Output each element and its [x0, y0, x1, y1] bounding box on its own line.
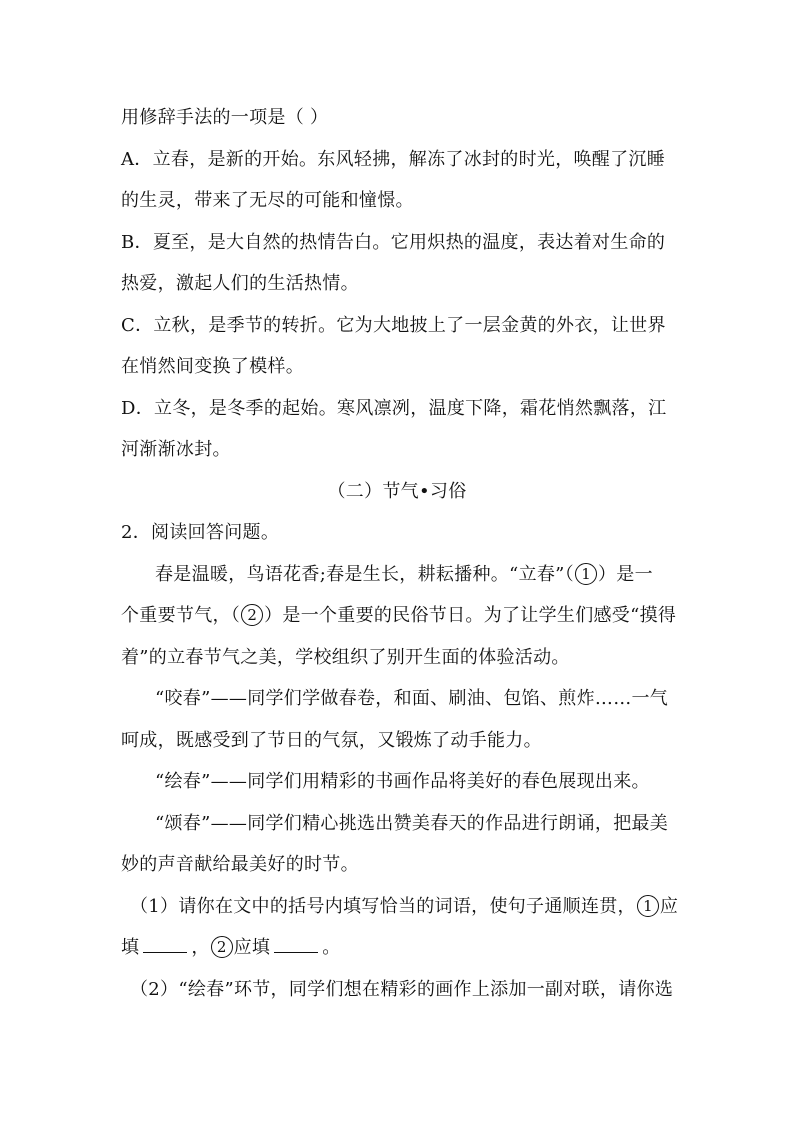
q2-para2-line2: 呵成，既感受到了节日的气氛，又锻炼了动手能力。 — [121, 730, 542, 751]
q2-para1-line3: 着”的立春节气之美，学校组织了别开生面的体验活动。 — [121, 647, 570, 668]
q2-sub1-text-d: ， — [191, 937, 210, 958]
q2-para1-text-b: ）是一 — [597, 564, 653, 585]
q2-para4-line2: 妙的声音献给最美好的时节。 — [121, 854, 359, 875]
q1-option-b-line1: B．夏至，是大自然的热情告白。它用炽热的温度，表达着对生命的 — [121, 232, 666, 253]
q2-sub2-line1: （2）“绘春”环节，同学们想在精彩的画作上添加一副对联，请你选 — [130, 979, 674, 1000]
q2-sub1-text-a: （1）请你在文中的括号内填写恰当的词语，使句子通顺连贯， — [130, 896, 636, 917]
q2-para1-text-d: ）是一个重要的民俗节日。为了让学生们感受“摸得 — [264, 605, 677, 626]
circled-number-2: 2 — [241, 604, 263, 626]
q2-para1-text-c: 个重要节气，（ — [121, 605, 241, 626]
q1-option-b-line2: 热爱，激起人们的生活热情。 — [121, 273, 359, 294]
q2-para3: “绘春”——同学们用精彩的书画作品将美好的春色展现出来。 — [155, 771, 650, 792]
q1-option-a-line1: A．立春，是新的开始。东风轻拂，解冻了冰封的时光，唤醒了沉睡 — [121, 149, 665, 170]
circled-number-2: 2 — [211, 936, 233, 958]
q1-option-c-line2: 在悄然间变换了模样。 — [121, 356, 304, 377]
q2-sub1-line1 — [130, 895, 678, 919]
q1-stem-tail: 用修辞手法的一项是（ ） — [121, 107, 329, 128]
q2-sub1-text-f: 。 — [322, 937, 341, 958]
q1-option-a-line2: 的生灵，带来了无尽的可能和憧憬。 — [121, 190, 414, 211]
circled-number-1: 1 — [575, 563, 597, 585]
q1-option-c-line1: C．立秋，是季节的转折。它为大地披上了一层金黄的外衣，让世界 — [121, 315, 666, 336]
q2-sub1-text-b: 应 — [659, 896, 679, 917]
circled-number-1: 1 — [637, 895, 659, 917]
section-title: （二）节气•习俗 — [327, 481, 467, 502]
q2-title: 2．阅读回答问题。 — [121, 522, 280, 543]
q2-para2-line1: “咬春”——同学们学做春卷，和面、刷油、包馅、煎炸……一气 — [155, 688, 669, 709]
answer-blank-1[interactable] — [143, 936, 187, 953]
answer-blank-2[interactable] — [274, 936, 318, 953]
q1-option-d-line1: D．立冬，是冬季的起始。寒风凛冽，温度下降，霜花悄然飘落，江 — [121, 398, 667, 419]
q2-para1-text-a: 春是温暖，鸟语花香;春是生长，耕耘播种。“立春”（ — [155, 564, 574, 585]
q2-sub1-text-e: 应填 — [233, 937, 271, 958]
q2-para4-line1: “颂春”——同学们精心挑选出赞美春天的作品进行朗诵，把最美 — [155, 813, 669, 834]
q1-option-d-line2: 河渐渐冰封。 — [121, 439, 231, 460]
q2-sub1-text-c: 填 — [121, 937, 140, 958]
q2-para1-line1 — [155, 563, 653, 587]
q2-sub1-line2 — [121, 936, 341, 960]
q2-para1-line2 — [121, 604, 676, 628]
